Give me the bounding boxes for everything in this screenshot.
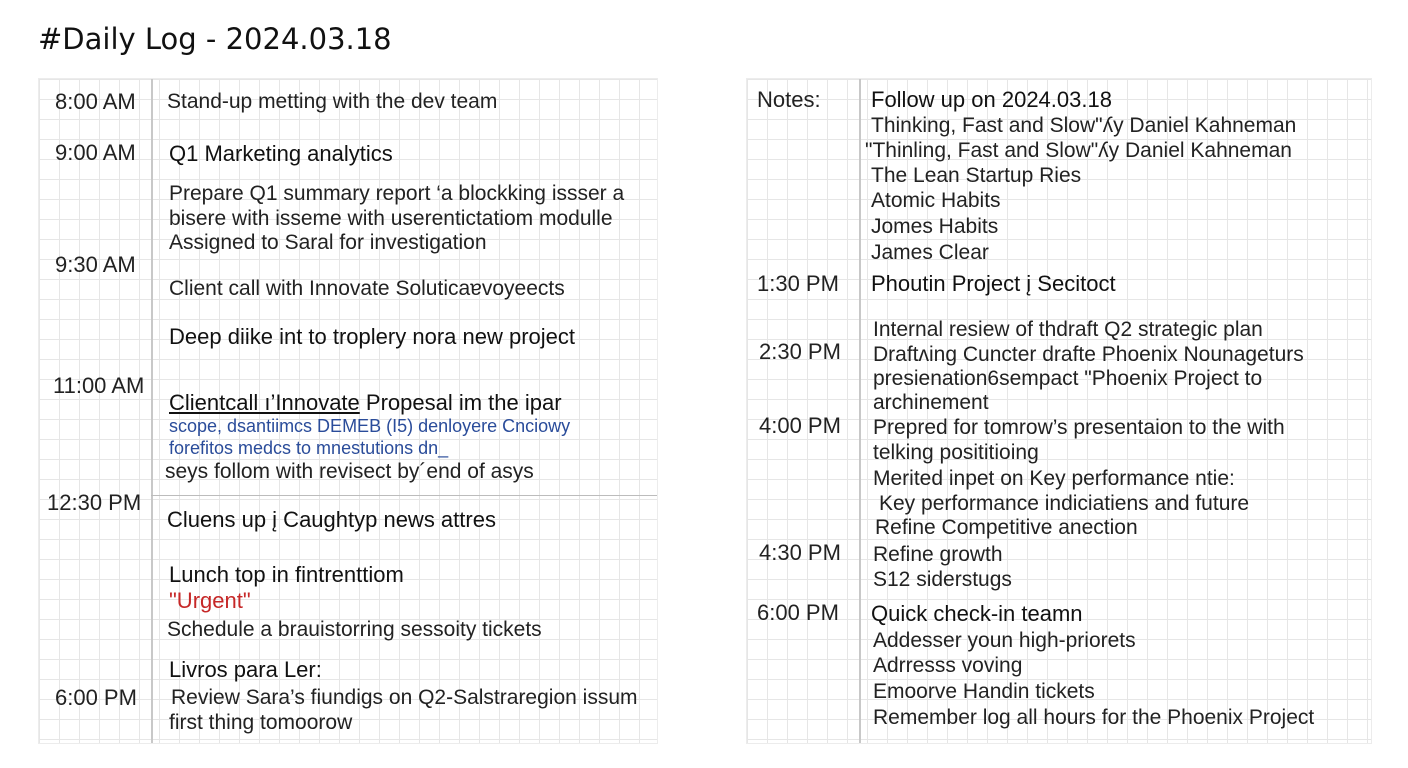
log-entry-heading: Q1 Marketing analytics <box>169 141 393 166</box>
log-entry: Merited inpet on Key performance ntie: <box>873 467 1235 490</box>
note-line: James Clear <box>871 241 989 264</box>
note-line: "Thinling, Fast and Slow"ʎy Daniel Kahneman <box>865 139 1292 162</box>
time-label: 9:30 AM <box>55 252 136 277</box>
log-entry-heading: Cluens up į Caughtyp news attres <box>167 507 496 532</box>
time-column-divider <box>859 79 861 743</box>
log-entry: Refine growth <box>873 543 1003 566</box>
log-entry-heading: Deep diike int to troplery nora new project <box>169 324 575 349</box>
note-line: The Lean Startup Ries <box>871 164 1082 187</box>
time-label: 6:00 PM <box>757 600 839 625</box>
time-label: 4:00 PM <box>759 413 841 438</box>
log-entry: first thing tomoorow <box>169 711 353 734</box>
log-entry: Review Sara’s fiundigs on Q2-Salstraregion issum <box>171 686 638 709</box>
left-log-panel <box>38 78 658 744</box>
time-label: 12:30 PM <box>47 490 142 515</box>
underlined-text: Clientcall ı’Innovate <box>169 390 360 415</box>
time-label: 6:00 PM <box>55 685 137 710</box>
log-entry: Prepare Q1 summary report ‘a blockking issser a <box>169 182 625 205</box>
note-line: Jomes Habits <box>871 215 999 238</box>
log-entry: Schedule a brauistorring sessoity tickets <box>167 618 542 641</box>
urgent-tag: "Urgent" <box>169 588 251 613</box>
log-entry: bisere with isseme with userentictatiom modulle <box>169 207 613 230</box>
log-entry-heading: Livros para Ler: <box>169 657 322 682</box>
log-entry: S12 siderstugs <box>873 568 1012 591</box>
time-label: 4:30 PM <box>759 540 841 565</box>
log-entry-blue: forefitos medcs to mnestutions dn_ <box>169 438 449 458</box>
note-line: Thinking, Fast and Slow"ʎy Daniel Kahneman <box>871 114 1297 137</box>
log-entry: Stand-up metting with the dev team <box>167 90 498 113</box>
log-entry: telking posititioing <box>873 441 1039 464</box>
time-label: 11:00 AM <box>53 373 145 398</box>
log-entry: Client call with Innovate Soluticaɐvoyeects <box>169 277 565 300</box>
log-entry: Draftʌing Cuncter drafte Phoenix Nounageturs <box>873 343 1304 366</box>
log-entry: Addesser youn high-priorets <box>873 629 1136 652</box>
log-entry: archinement <box>873 391 989 414</box>
time-label: 2:30 PM <box>759 339 841 364</box>
time-label: 9:00 AM <box>55 140 136 165</box>
log-entry: Refine Competitive anection <box>875 516 1138 539</box>
log-entry: Emoorve Handin tickets <box>873 680 1095 703</box>
notes-label: Notes: <box>757 87 821 112</box>
time-column-divider <box>151 79 153 743</box>
time-label: 8:00 AM <box>55 89 136 114</box>
notes-heading: Follow up on 2024.03.18 <box>871 87 1112 112</box>
log-entry: presienation6sempact "Phoenix Project to <box>873 367 1263 390</box>
log-entry-heading: Quick check-in teamn <box>871 601 1083 626</box>
log-entry-heading: Phoutin Project į Secitoct <box>871 271 1116 296</box>
note-line: Atomic Habits <box>871 189 1001 212</box>
section-divider <box>151 495 657 496</box>
log-entry: Assigned to Saral for investigation <box>169 231 487 254</box>
page-title: #Daily Log - 2024.03.18 <box>38 22 392 56</box>
time-label: 1:30 PM <box>757 271 839 296</box>
log-entry: Remember log all hours for the Phoenix Project <box>873 706 1315 729</box>
log-entry-text: Propesal im the ipar <box>365 390 562 415</box>
log-entry: Internal resiew of thdraft Q2 strategic plan <box>873 318 1263 341</box>
log-entry-heading <box>169 392 562 414</box>
right-log-panel <box>746 78 1372 744</box>
log-entry: Key performance indiciatiens and future <box>879 492 1250 515</box>
log-entry-blue: scope, dsantiimcs DEMEB (I5) denloyere Cnciowy <box>169 416 571 436</box>
log-entry-heading: Lunch top in fintrenttiom <box>169 562 404 587</box>
log-entry: Prepred for tomrow’s presentaion to the with <box>873 416 1285 439</box>
log-entry: seys follom with revisect by´end of asys <box>165 460 534 483</box>
log-entry: Adrresss voving <box>873 654 1023 677</box>
